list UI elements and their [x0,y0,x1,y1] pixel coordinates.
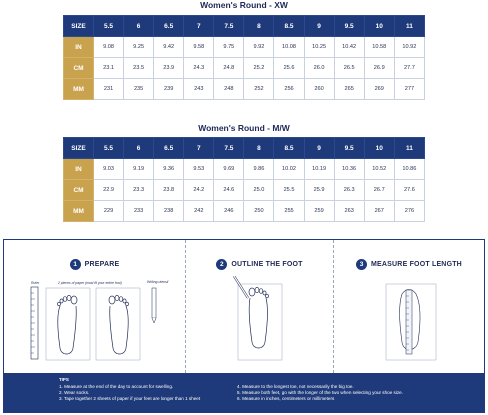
size-value-cell: 9.36 [154,159,184,180]
size-value-cell: 23.3 [124,180,154,201]
size-header-label: SIZE [64,138,94,159]
pencil-icon [152,288,156,323]
paper-left [46,288,90,360]
size-value-cell: 9.69 [214,159,244,180]
size-column-header: 5.5 [94,16,124,37]
size-value-cell: 235 [124,79,154,100]
table-row [64,37,425,58]
size-value-cell: 24.2 [184,180,214,201]
size-column-header: 10 [364,138,394,159]
size-value-cell: 9.42 [154,37,184,58]
step-prepare-header [4,259,185,270]
step-prepare-panel [4,240,186,373]
size-value-cell: 10.42 [334,37,364,58]
size-value-cell: 22.9 [94,180,124,201]
size-value-cell: 248 [214,79,244,100]
size-column-header: 9.5 [334,16,364,37]
tip-item: 4. Measure to the longest toe, not necessarily the big toe. [237,384,354,389]
size-value-cell: 9.92 [244,37,274,58]
size-column-header: 10 [364,16,394,37]
outline-paper [238,284,282,360]
unit-row-label: CM [64,58,94,79]
step-outline-panel [186,240,334,373]
size-column-header: 9 [304,138,334,159]
size-value-cell: 25.6 [274,58,304,79]
table-row [64,58,425,79]
ruler-caption: Ruler [31,281,40,285]
size-value-cell: 9.58 [184,37,214,58]
unit-row-label: IN [64,37,94,58]
tips-bar [4,373,484,412]
unit-row-label: MM [64,79,94,100]
measuring-guide [3,239,485,413]
size-value-cell: 276 [394,201,424,222]
table-title-mw: Women's Round - M/W [198,123,290,133]
size-value-cell: 10.86 [394,159,424,180]
size-value-cell: 10.08 [274,37,304,58]
size-value-cell: 231 [94,79,124,100]
size-column-header: 8.5 [274,16,304,37]
size-column-header: 9.5 [334,138,364,159]
size-value-cell: 25.5 [274,180,304,201]
outline-illustration [186,276,334,371]
size-value-cell: 10.52 [364,159,394,180]
step-outline-header [186,259,333,270]
table-row [64,201,425,222]
table-row [64,159,425,180]
size-value-cell: 26.3 [334,180,364,201]
size-value-cell: 9.75 [214,37,244,58]
size-value-cell: 263 [334,201,364,222]
table-title-xw: Women's Round - XW [200,0,288,10]
step-label-prepare: PREPARE [84,261,120,268]
step-number-1: 1 [70,259,81,270]
size-value-cell: 269 [364,79,394,100]
size-column-header: 6.5 [154,138,184,159]
size-value-cell: 259 [304,201,334,222]
size-value-cell: 23.1 [94,58,124,79]
size-table-mw [63,137,425,222]
step-number-3: 3 [356,259,367,270]
size-column-header: 6.5 [154,16,184,37]
size-value-cell: 23.8 [154,180,184,201]
measure-illustration [334,276,484,371]
ruler-icon [31,287,38,359]
size-value-cell: 10.02 [274,159,304,180]
step-label-measure: MEASURE FOOT LENGTH [371,261,462,268]
size-value-cell: 243 [184,79,214,100]
size-column-header: 7 [184,138,214,159]
size-value-cell: 246 [214,201,244,222]
size-value-cell: 10.58 [364,37,394,58]
size-column-header: 8 [244,16,274,37]
size-value-cell: 238 [154,201,184,222]
size-column-header: 6 [124,16,154,37]
size-column-header: 7 [184,16,214,37]
measuring-ruler-icon [406,290,412,354]
size-value-cell: 24.6 [214,180,244,201]
size-value-cell: 23.9 [154,58,184,79]
step-measure-header [334,259,484,270]
size-column-header: 7.5 [214,16,244,37]
size-value-cell: 277 [394,79,424,100]
tips-title: TIPS [59,377,69,382]
size-value-cell: 23.5 [124,58,154,79]
step-number-2: 2 [216,259,227,270]
utensil-caption: Writing utensil [147,280,169,284]
size-table-xw [63,15,425,100]
size-column-header: 8.5 [274,138,304,159]
size-column-header: 9 [304,16,334,37]
tips-column-right [237,384,415,403]
size-value-cell: 24.8 [214,58,244,79]
size-value-cell: 252 [244,79,274,100]
tip-item: 2. Wear socks. [59,390,90,396]
size-value-cell: 10.19 [304,159,334,180]
size-value-cell: 25.0 [244,180,274,201]
size-column-header: 6 [124,138,154,159]
table-row [64,79,425,100]
size-value-cell: 27.7 [394,58,424,79]
tip-item: 5. Measure both feet, go with the longer of the two when selecting your shoe size. [237,390,403,396]
unit-row-label: MM [64,201,94,222]
size-value-cell: 25.2 [244,58,274,79]
unit-row-label: IN [64,159,94,180]
size-value-cell: 229 [94,201,124,222]
size-value-cell: 260 [304,79,334,100]
size-value-cell: 25.9 [304,180,334,201]
size-value-cell: 265 [334,79,364,100]
size-value-cell: 9.03 [94,159,124,180]
size-value-cell: 26.7 [364,180,394,201]
size-value-cell: 9.53 [184,159,214,180]
size-value-cell: 26.9 [364,58,394,79]
size-value-cell: 239 [154,79,184,100]
size-value-cell: 256 [274,79,304,100]
size-value-cell: 26.0 [304,58,334,79]
size-value-cell: 24.3 [184,58,214,79]
size-value-cell: 250 [244,201,274,222]
size-value-cell: 9.19 [124,159,154,180]
tip-item: 3. Tape together 2 sheets of paper if your feet are longer than 1 sheet [59,396,201,402]
tip-item: 1. Measure at the end of the day to account for swelling. [59,384,174,389]
size-value-cell: 267 [364,201,394,222]
size-value-cell: 10.92 [394,37,424,58]
size-value-cell: 27.6 [394,180,424,201]
size-value-cell: 9.86 [244,159,274,180]
size-column-header: 7.5 [214,138,244,159]
tips-column-left [59,384,237,403]
size-value-cell: 255 [274,201,304,222]
size-column-header: 11 [394,138,424,159]
size-value-cell: 9.25 [124,37,154,58]
paper-caption: 2 pieces of paper (must fit your entire foot) [58,281,122,285]
paper-right [96,288,140,360]
size-value-cell: 9.08 [94,37,124,58]
size-value-cell: 10.25 [304,37,334,58]
step-label-outline: OUTLINE THE FOOT [231,261,303,268]
size-column-header: 11 [394,16,424,37]
prepare-illustration [4,276,186,371]
size-value-cell: 26.5 [334,58,364,79]
size-column-header: 5.5 [94,138,124,159]
size-value-cell: 233 [124,201,154,222]
size-column-header: 8 [244,138,274,159]
table-row [64,180,425,201]
size-value-cell: 10.36 [334,159,364,180]
unit-row-label: CM [64,180,94,201]
step-measure-panel [334,240,484,373]
size-header-label: SIZE [64,16,94,37]
tip-item: 6. Measure in inches, centimeters or millimeters [237,396,335,402]
size-value-cell: 242 [184,201,214,222]
